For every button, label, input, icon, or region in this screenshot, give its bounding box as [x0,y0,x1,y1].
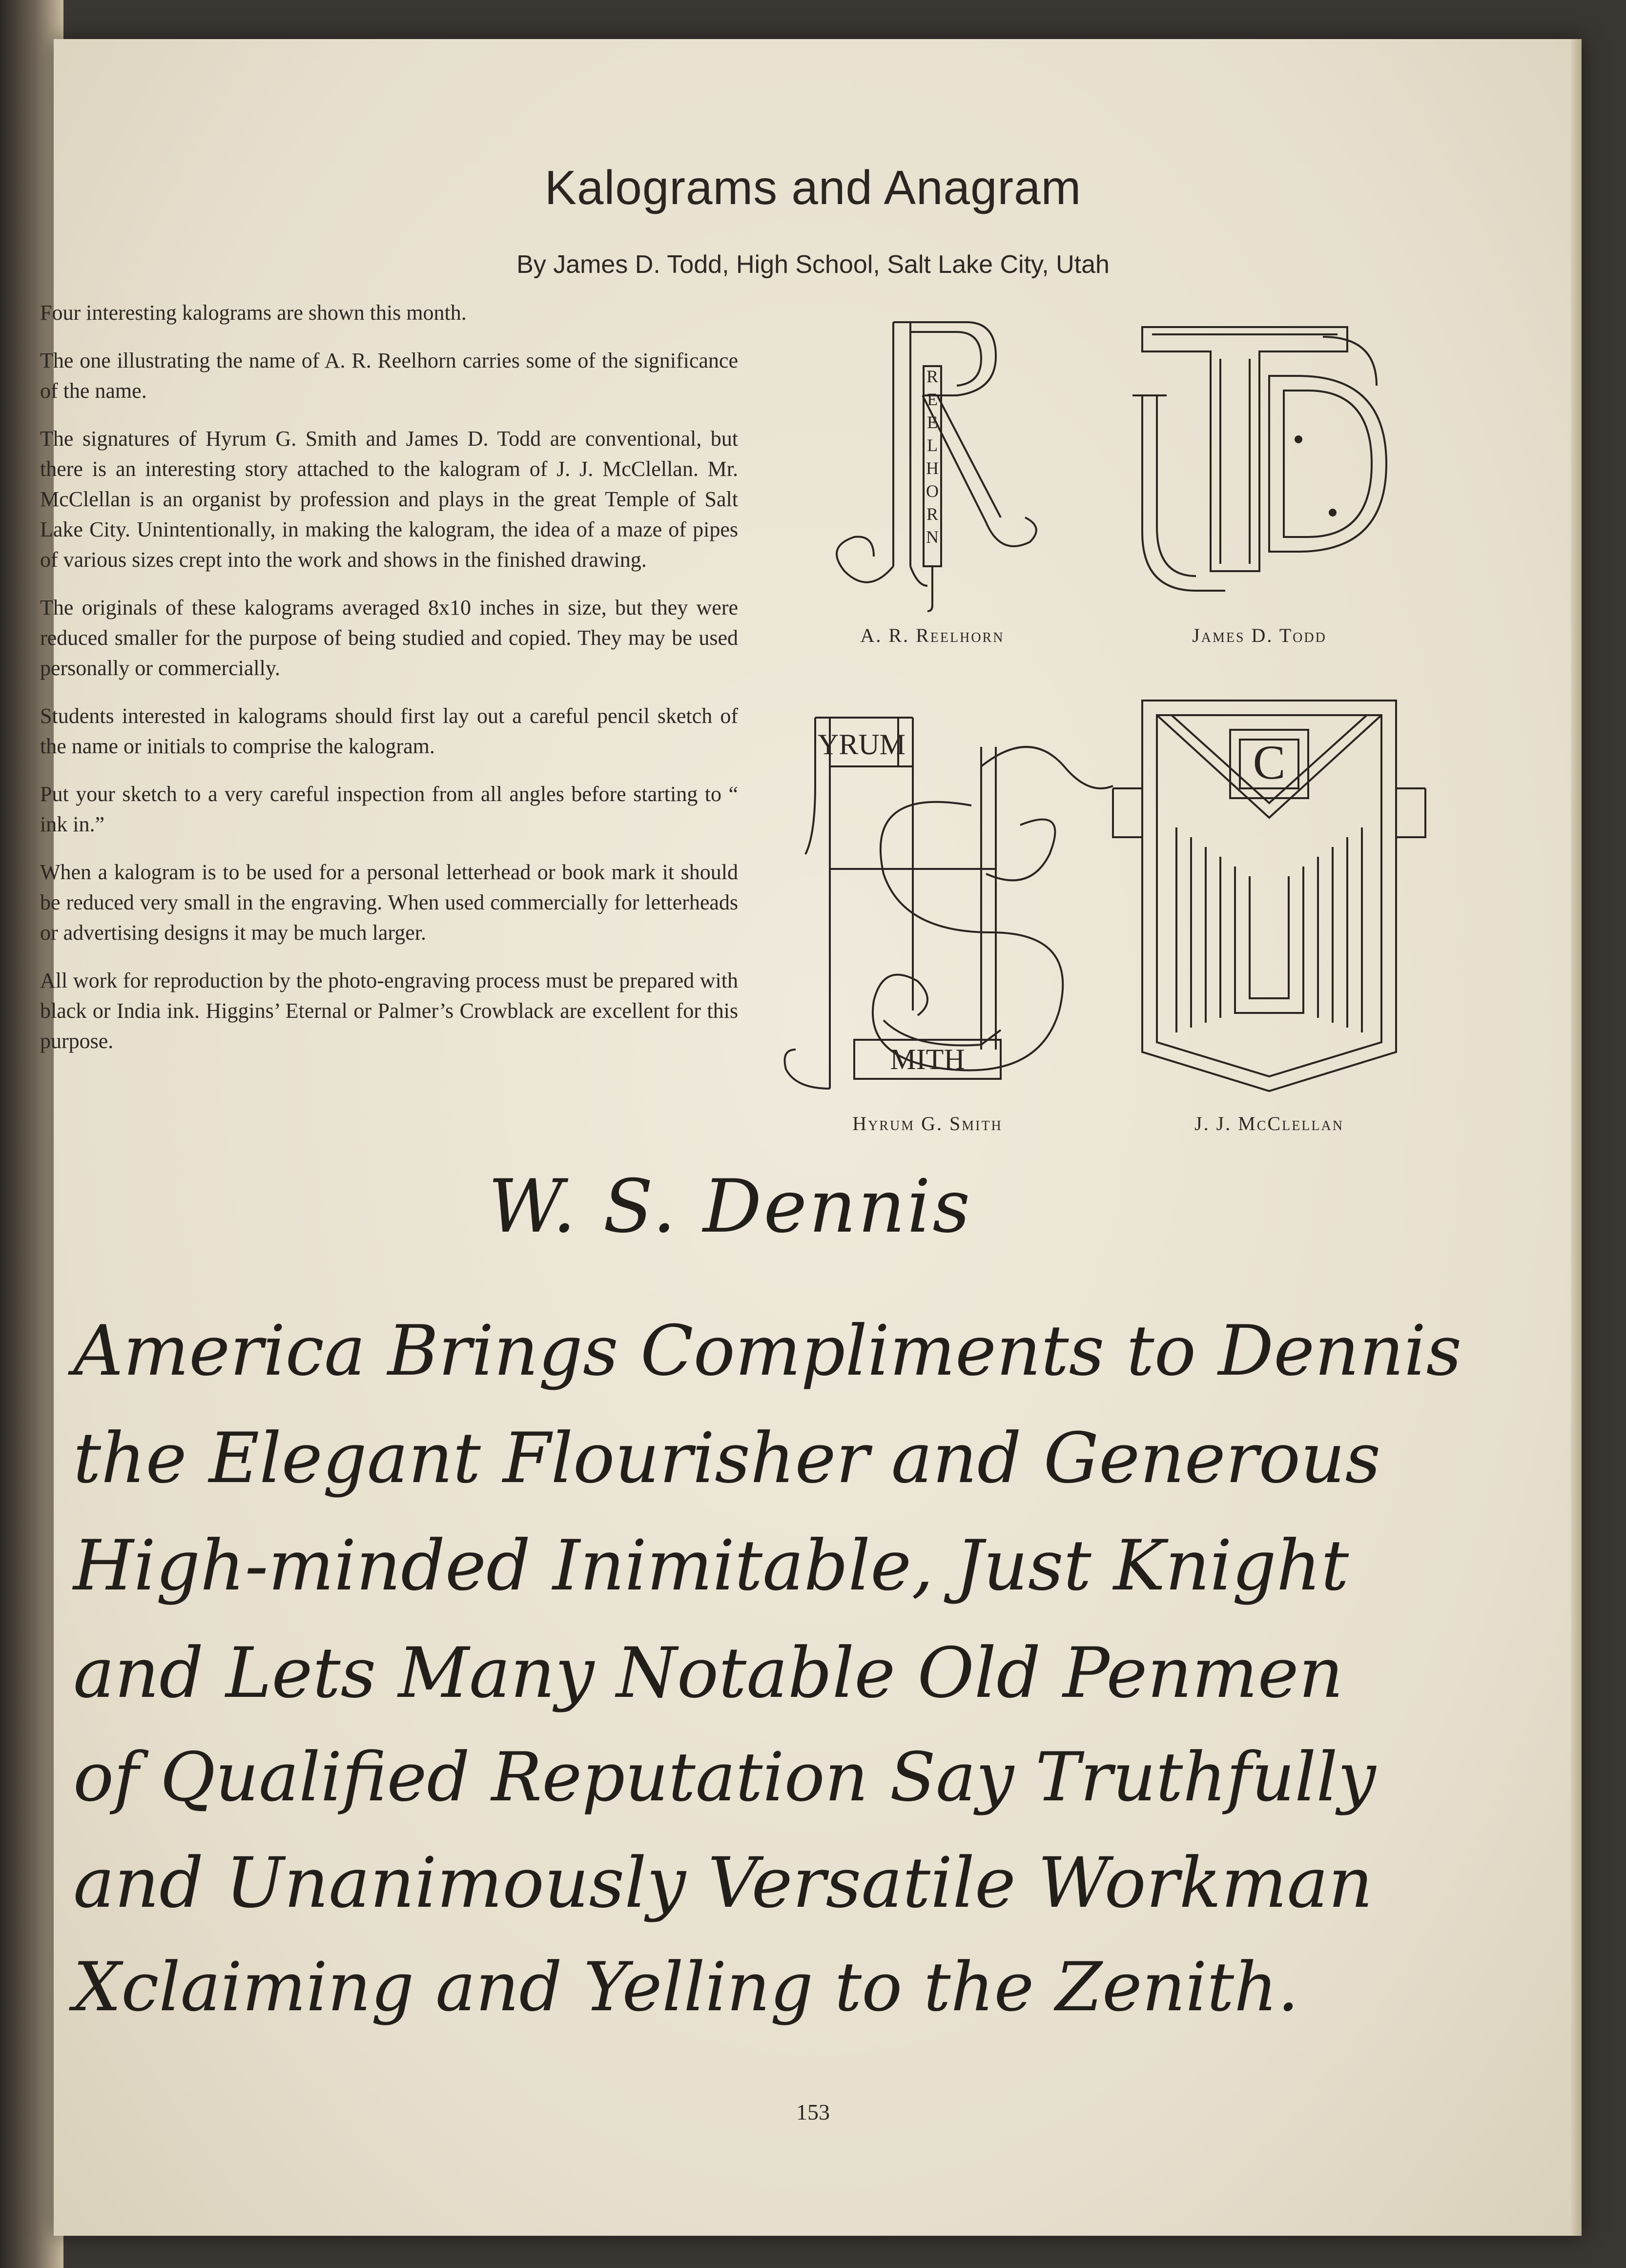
kalogram-caption: James D. Todd [1192,624,1327,646]
script-signature: W. S. Dennis [488,1164,972,1249]
paragraph: Put your sketch to a very careful inspection from all angles before starting to “ ink in.” [40,782,738,836]
paragraph: The signatures of Hyrum G. Smith and James D. Todd are conventional, but there is an interesting story attached to the kalogram of J. J. McClellan. Mr. McClellan is an organist by profession and plays in the great Temple of Salt Lake City. Unintentionally, in making the kalogram, the idea of a maze of pipes of various sizes crept into the work and shows in the finished drawing. [40,427,738,572]
script-line: and Lets Many Notable Old Penmen [73,1633,1344,1713]
script-line: High-minded Inimitable, Just Knight [73,1526,1349,1606]
kalogram-smith [776,708,1118,1098]
paragraph: Students interested in kalograms should first lay out a careful pencil sketch of the name or initials to comprise the kalogram. [40,704,738,758]
kalogram-caption: Hyrum G. Smith [852,1113,1003,1134]
kalogram-letter: E [927,390,938,409]
kalogram-letter: E [927,412,938,432]
paragraph: The originals of these kalograms averaged 8x10 inches in size, but they were reduced smaller for the purpose of being studied and copied. They may be used personally or commercially. [40,596,738,680]
kalogram-letter: R [926,504,939,524]
paragraph: The one illustrating the name of A. R. Reelhorn carries some of the significance of the name. [40,349,738,403]
article-byline: By James D. Todd, High School, Salt Lake City, Utah [516,250,1110,279]
article-title: Kalograms and Anagram [544,161,1082,214]
page-number: 153 [796,2100,830,2124]
kalogram-mcclellan [1103,691,1435,1101]
kalogram-text: YRUM [817,728,906,761]
kalogram-reelhorn [810,312,1054,615]
paragraph: All work for reproduction by the photo-engraving process must be prepared with black or India ink. Higgins’ Eternal or Palmer’s Crowblack are excellent for this purpose. [40,969,738,1053]
kalogram-letter: O [926,481,939,501]
kalogram-todd [1113,317,1406,610]
kalogram-letter: L [927,435,938,455]
script-line: America Brings Compliments to Dennis [73,1311,1462,1391]
kalogram-letter: C [1253,735,1286,789]
script-line: the Elegant Flourisher and Generous [73,1418,1381,1499]
paragraph: When a kalogram is to be used for a personal letterhead or book mark it should be reduced very small in the engraving. When used commercially for letterheads or advertising designs it may be much larger. [40,860,738,945]
script-line: and Unanimously Versatile Workman [73,1843,1373,1923]
kalogram-letter: N [926,527,939,547]
kalogram-caption: J. J. McClellan [1194,1113,1344,1134]
script-line: of Qualified Reputation Say Truthfully [73,1738,1376,1816]
script-line: Xclaiming and Yelling to the Zenith. [73,1948,1299,2026]
paragraph: Four interesting kalograms are shown this month. [40,301,467,325]
article-body [40,298,738,1074]
kalogram-text: MITH [890,1043,965,1075]
kalogram-caption: A. R. Reelhorn [860,624,1005,646]
kalogram-letter: R [926,367,939,386]
kalogram-letter: H [926,458,939,478]
page-edge [1571,39,1582,2236]
